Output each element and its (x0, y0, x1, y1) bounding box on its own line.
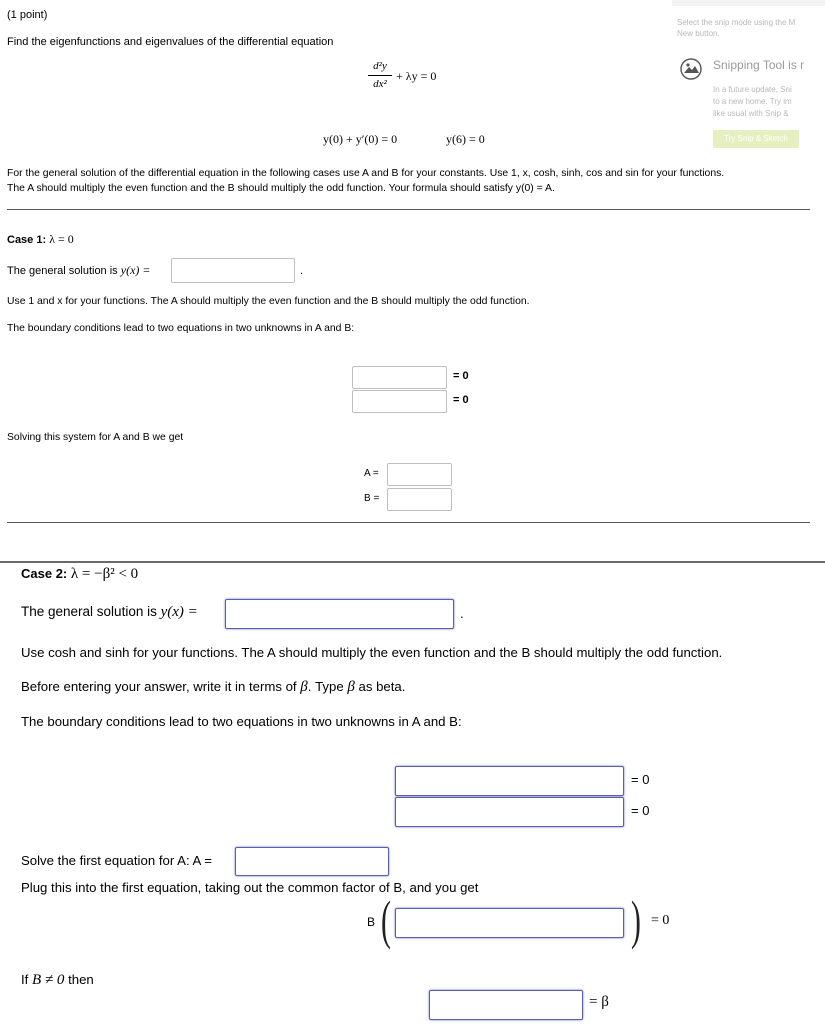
case2-beta-input[interactable] (429, 990, 583, 1020)
case2-general-label: The general solution is (21, 604, 157, 619)
case2-plug-text: Plug this into the first equation, taking out the common factor of B, and you get (21, 880, 479, 895)
case2-solve-text: Solve the first equation for A: A = (21, 853, 212, 868)
snip-title: Snipping Tool is r (713, 58, 805, 72)
case2-ifb-math: B ≠ 0 (32, 972, 65, 988)
case1-solving-text: Solving this system for A and B we get (7, 432, 184, 443)
divider (7, 522, 810, 523)
case2-factor-input[interactable] (395, 908, 624, 938)
case1-b-input[interactable] (387, 488, 452, 511)
equation-rest: + λy = 0 (396, 69, 437, 83)
case2-b-suffix: = 0 (651, 913, 670, 928)
case1-general-solution-input[interactable] (171, 258, 295, 283)
case1-title-label: Case 1: (7, 234, 47, 246)
case2-before-text (21, 679, 405, 696)
derivative-numerator: d²y (373, 60, 387, 72)
case1-title (7, 232, 74, 247)
snipping-tool-panel (672, 0, 825, 160)
case2-bc-text: The boundary conditions lead to two equations in two unknowns in A and B: (21, 714, 462, 729)
case1-a-label: A = (364, 468, 379, 479)
case2-use-text: Use cosh and sinh for your functions. The A should multiply the even function and the B should multiply the odd function. (21, 645, 723, 660)
case1-period: . (300, 265, 304, 277)
instructions-line2: The A should multiply the even function and the B should multiply the odd function. Your formula should satisfy y(0) = A. (7, 183, 555, 194)
case2-then-text: then (68, 972, 94, 987)
case1-bc-text: The boundary conditions lead to two equations in two unknowns in A and B: (7, 323, 355, 334)
case2-beta-symbol: β (300, 679, 308, 695)
screenshot-gap (0, 525, 825, 561)
right-paren-icon: ) (631, 890, 641, 950)
case2-before-text-2: . Type (307, 679, 344, 694)
case2-general-math: y(x) = (160, 604, 198, 620)
snip-desc-2: to a new home. Try im (713, 97, 792, 106)
case1-eq2-suffix: = 0 (453, 394, 469, 406)
question-text: Find the eigenfunctions and eigenvalues of the differential equation (7, 36, 334, 48)
divider (7, 209, 810, 210)
case2-eq2-suffix: = 0 (631, 803, 650, 818)
case2-equation1-input[interactable] (395, 766, 624, 796)
snipping-toolbar (672, 0, 825, 6)
points-label: (1 point) (7, 9, 48, 21)
case2-eq1-suffix: = 0 (631, 772, 650, 787)
boundary-condition-right: y(6) = 0 (446, 132, 485, 146)
case2-before-text-1: Before entering your answer, write it in terms of (21, 679, 297, 694)
try-snip-sketch-button[interactable]: Try Snip & Sketch (713, 130, 799, 148)
case2-ifb-row (21, 972, 94, 989)
case2-ifb-text: If (21, 972, 29, 987)
case2-equation2-input[interactable] (395, 797, 624, 827)
derivative-denominator: dx² (373, 78, 387, 90)
case2-a-input[interactable] (235, 847, 389, 876)
case1-b-label: B = (364, 493, 380, 504)
case2-title-math: λ = −β² < 0 (70, 566, 139, 582)
case1-title-math: λ = 0 (49, 232, 74, 246)
case2-general-row (21, 604, 198, 621)
fraction-bar (368, 75, 392, 76)
snip-desc-1: In a future update, Sni (713, 85, 792, 94)
case1-equation1-input[interactable] (352, 366, 447, 389)
case1-a-input[interactable] (387, 463, 452, 486)
case2-title (21, 566, 138, 583)
case1-use-text: Use 1 and x for your functions. The A should multiply the even function and the B should multiply the odd function. (7, 296, 530, 307)
case1-equation2-input[interactable] (352, 390, 447, 413)
case2-beta-suffix: = β (589, 994, 609, 1010)
snipping-tool-icon (680, 58, 702, 80)
case2-b-prefix: B (367, 915, 376, 929)
case2-period: . (460, 606, 464, 621)
left-paren-icon: ( (381, 890, 391, 950)
case1-general-row (7, 263, 151, 278)
case1-general-label: The general solution is (7, 265, 118, 277)
case1-eq1-suffix: = 0 (453, 370, 469, 382)
case2-before-text-3: as beta. (358, 679, 406, 694)
snip-hint-2: New button. (677, 29, 720, 38)
case2-general-solution-input[interactable] (225, 599, 454, 629)
case2-title-label: Case 2: (21, 566, 68, 581)
case1-general-math: y(x) = (120, 263, 151, 277)
screenshot-separator (0, 561, 825, 563)
snip-hint-1: Select the snip mode using the M (677, 18, 796, 27)
instructions-line1: For the general solution of the differential equation in the following cases use A and B for your constants. Use 1, x, cosh, sinh, cos and sin for your functions. (7, 168, 725, 179)
snip-desc-3: like usual with Snip & (713, 109, 789, 118)
case2-beta-symbol: β (347, 679, 355, 695)
boundary-condition-left: y(0) + y′(0) = 0 (323, 132, 398, 146)
